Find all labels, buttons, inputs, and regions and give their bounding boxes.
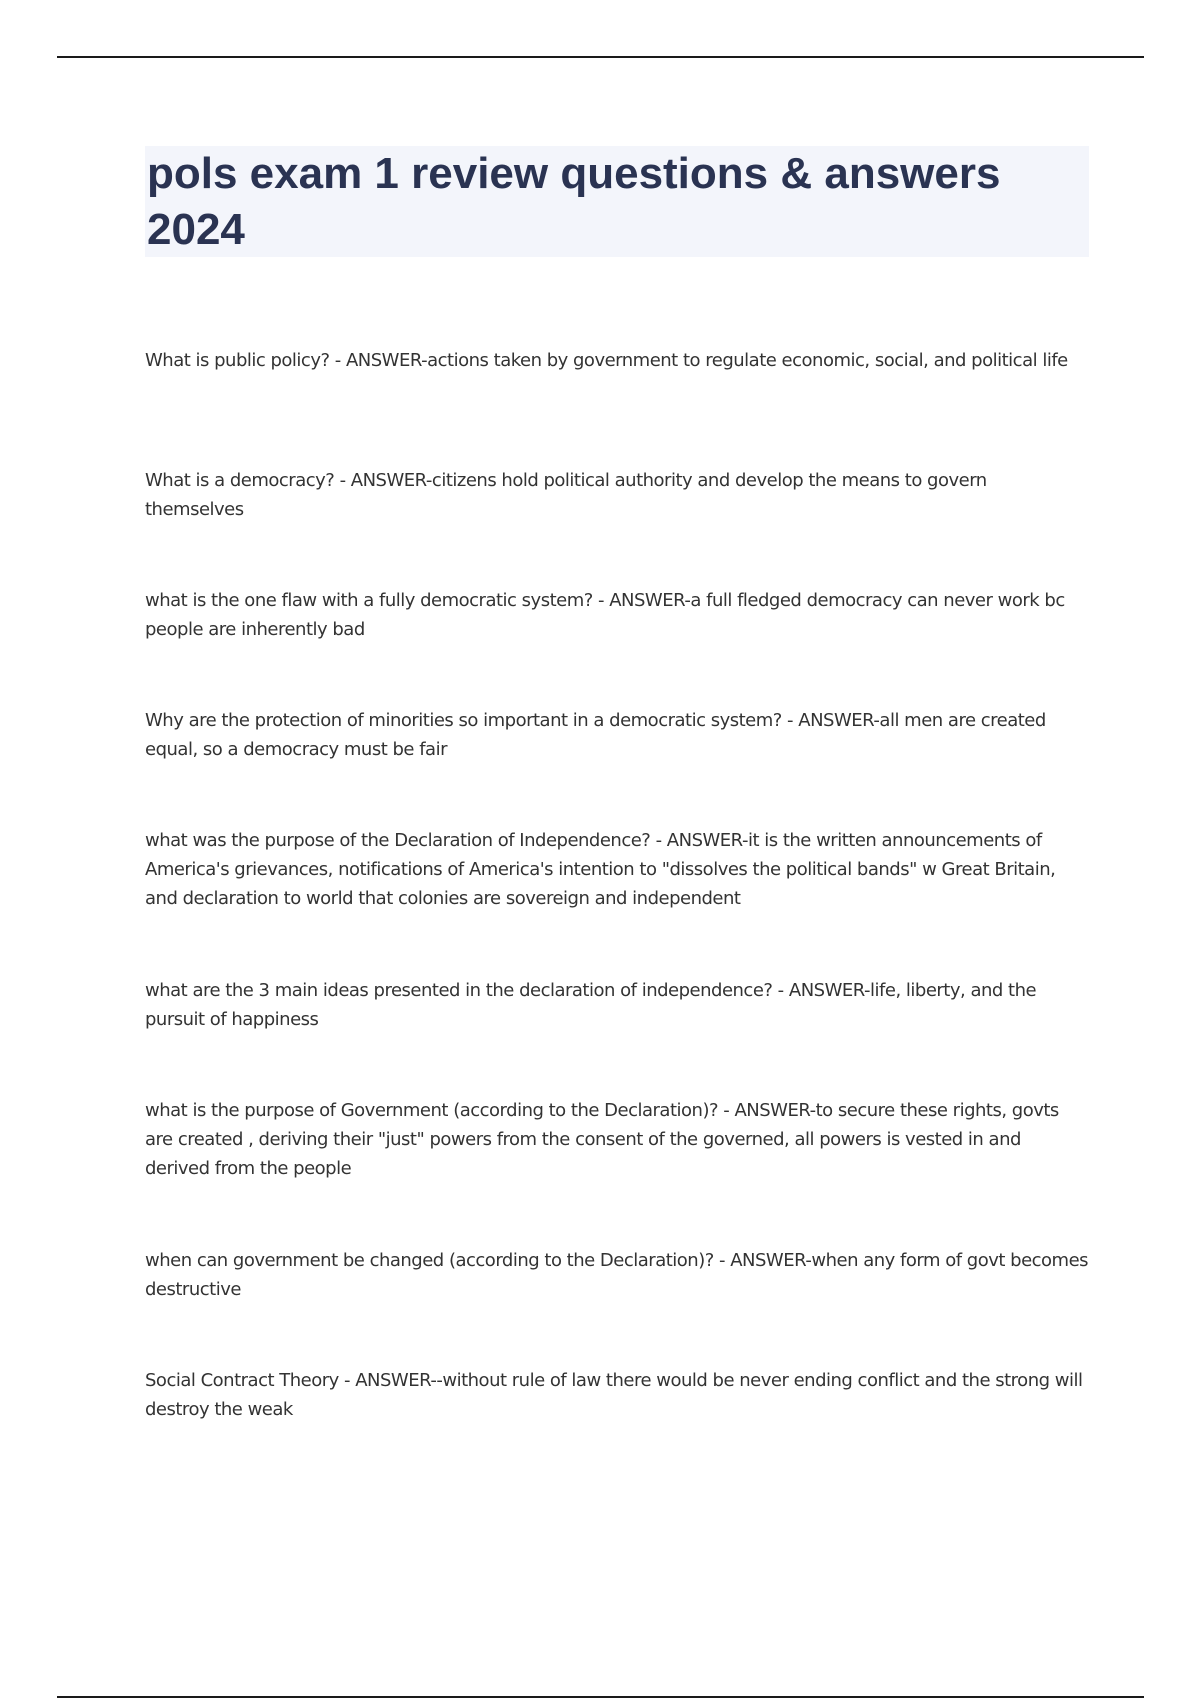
qa-item: Social Contract Theory - ANSWER--without rule of law there would be never ending conflict and the strong will destroy the weak	[145, 1370, 1083, 1420]
qa-item: what is the purpose of Government (according to the Declaration)? - ANSWER-to secure these rights, govts are created , deriving their "just" powers from the consent of the governed, all powers is vested in and derived from the people	[145, 1100, 1059, 1179]
qa-item: What is public policy? - ANSWER-actions taken by government to regulate economic, social, and political life	[145, 350, 1068, 371]
qa-item: Why are the protection of minorities so important in a democratic system? - ANSWER-all men are created equal, so a democracy must be fair	[145, 710, 1046, 760]
qa-item: when can government be changed (according to the Declaration)? - ANSWER-when any form of govt becomes destructive	[145, 1250, 1089, 1300]
top-divider	[57, 56, 1144, 58]
qa-list	[145, 346, 1089, 1486]
title-block	[145, 146, 1089, 257]
qa-item: what was the purpose of the Declaration of Independence? - ANSWER-it is the written announcements of America's grievances, notifications of America's intention to "dissolves the political bands" w Great Britain, and declaration to world that colonies are sovereign and independent	[145, 830, 1056, 909]
qa-item: what is the one flaw with a fully democratic system? - ANSWER-a full fledged democracy can never work bc people are inherently bad	[145, 590, 1065, 640]
qa-item: what are the 3 main ideas presented in the declaration of independence? - ANSWER-life, liberty, and the pursuit of happiness	[145, 980, 1037, 1030]
qa-item: What is a democracy? - ANSWER-citizens hold political authority and develop the means to govern themselves	[145, 470, 987, 520]
document-title: pols exam 1 review questions & answers 2024	[147, 149, 1001, 254]
bottom-divider	[57, 1696, 1144, 1698]
